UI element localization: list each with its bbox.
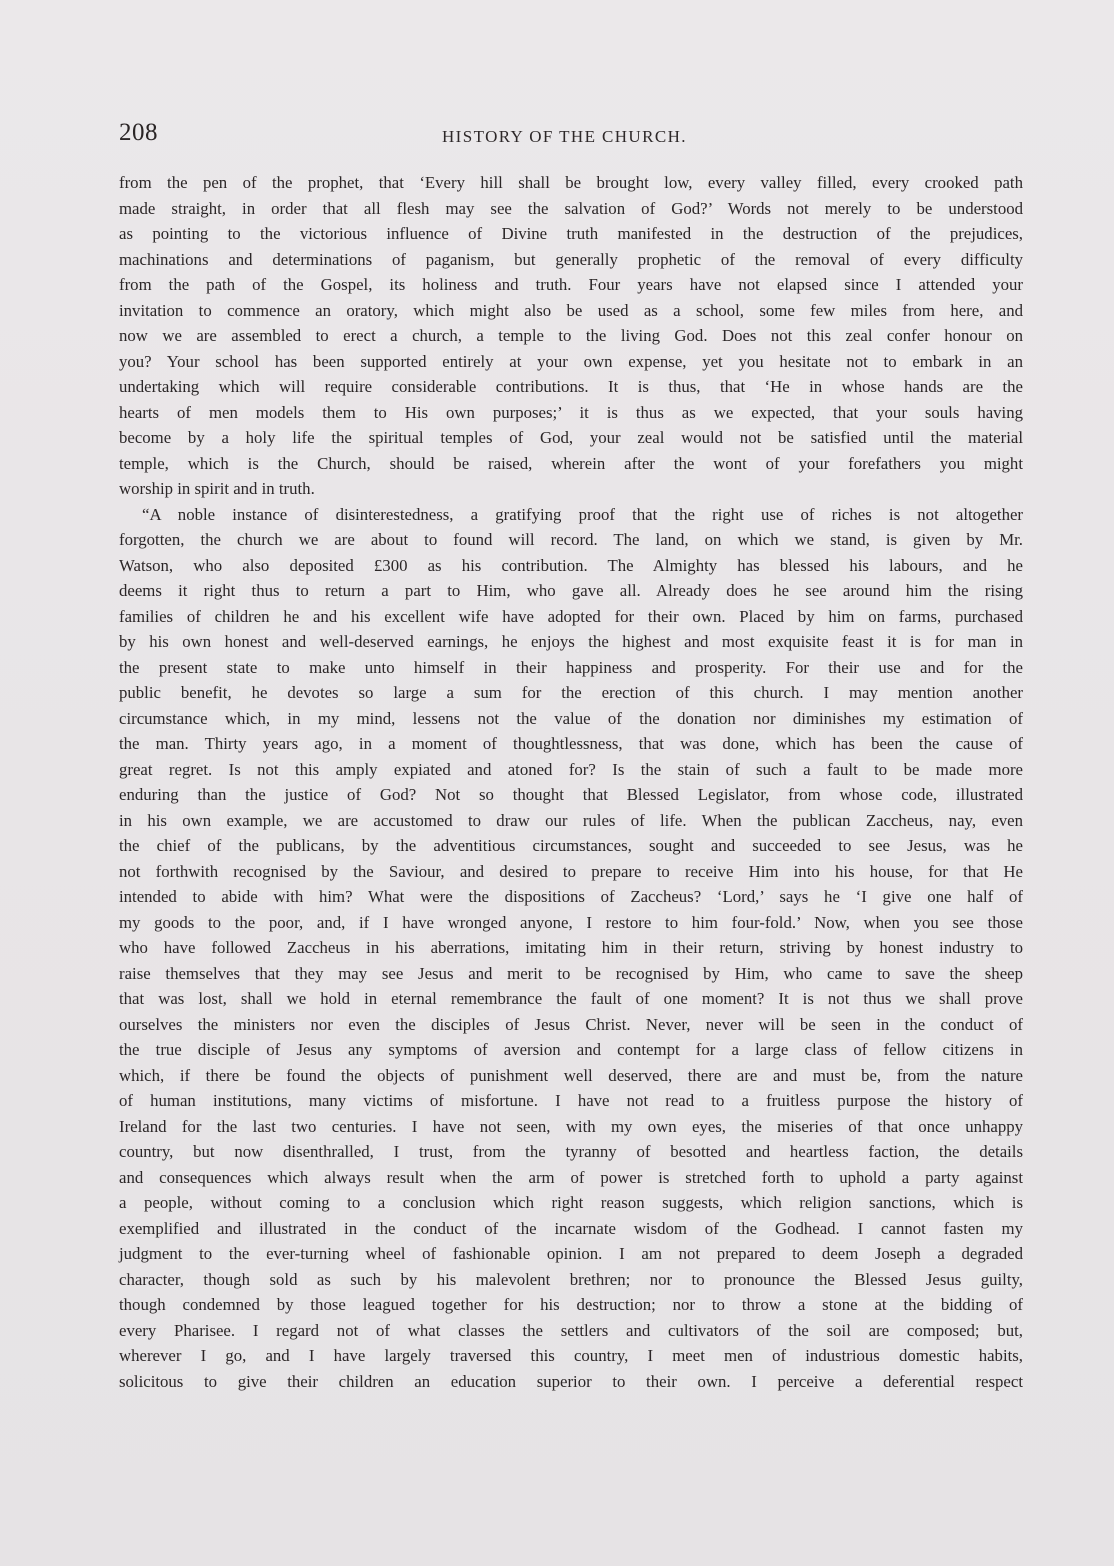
text-line: temple, which is the Church, should be raised, wherein after the wont of your forefathers you might <box>119 453 1023 473</box>
text-line: machinations and determinations of paganism, but generally prophetic of the removal of every difficulty <box>119 249 1023 269</box>
text-line: exemplified and illustrated in the conduct of the incarnate wisdom of the Godhead. I cannot fasten my <box>119 1218 1023 1238</box>
text-line: worship in spirit and in truth. <box>119 479 315 498</box>
text-line: circumstance which, in my mind, lessens not the value of the donation nor diminishes my estimation of <box>119 708 1023 728</box>
text-line: from the path of the Gospel, its holiness and truth. Four years have not elapsed since I attended your <box>119 275 1023 294</box>
text-line: families of children he and his excellent wife have adopted for their own. Placed by him on farms, purchased <box>119 606 1023 626</box>
text-line: a people, without coming to a conclusion which right reason suggests, which religion sanctions, which is <box>119 1193 1023 1212</box>
text-line: wherever I go, and I have largely traversed this country, I meet men of industrious domestic habits, <box>119 1346 1023 1365</box>
text-line: country, but now disenthralled, I trust, from the tyranny of besotted and heartless faction, the details <box>119 1142 1023 1161</box>
text-line: you? Your school has been supported entirely at your own expense, yet you hesitate not to embark in an <box>119 351 1023 371</box>
text-line: from the pen of the prophet, that ‘Every hill shall be brought low, every valley filled, every crooked path <box>119 173 1023 192</box>
text-line: every Pharisee. I regard not of what classes the settlers and cultivators of the soil are composed; but, <box>119 1320 1023 1340</box>
text-line: become by a holy life the spiritual temples of God, your zeal would not be satisfied until the material <box>119 428 1023 447</box>
text-line: hearts of men models them to His own purposes;’ it is thus as we expected, that your souls having <box>119 402 1023 422</box>
text-line: great regret. Is not this amply expiated and atoned for? Is the stain of such a fault to be made more <box>119 759 1023 779</box>
text-line: though condemned by those leagued together for his destruction; nor to throw a stone at the bidding of <box>119 1295 1023 1314</box>
text-line: not forthwith recognised by the Saviour, and desired to prepare to receive Him into his house, for that He <box>119 861 1023 881</box>
running-title: HISTORY OF THE CHURCH. <box>442 127 687 146</box>
text-line: of human institutions, many victims of misfortune. I have not read to a fruitless purpose the history of <box>119 1091 1023 1110</box>
text-line: the chief of the publicans, by the adventitious circumstances, sought and succeeded to see Jesus, was he <box>119 836 1023 855</box>
text-line: enduring than the justice of God? Not so thought that Blessed Legislator, from whose code, illustrated <box>119 785 1023 804</box>
text-line: by his own honest and well-deserved earnings, he enjoys the highest and most exquisite feast it is for man in <box>119 632 1023 651</box>
text-line: my goods to the poor, and, if I have wronged anyone, I restore to him four-fold.’ Now, when you see those <box>119 912 1023 932</box>
text-line: raise themselves that they may see Jesus and merit to be recognised by Him, who came to save the sheep <box>119 963 1023 983</box>
body-text <box>119 170 1023 1394</box>
page-number: 208 <box>119 119 158 146</box>
text-line: as pointing to the victorious influence of Divine truth manifested in the destruction of the prejudices, <box>119 224 1023 243</box>
text-line: ourselves the ministers nor even the disciples of Jesus Christ. Never, never will be seen in the conduct of <box>119 1014 1023 1034</box>
text-line: invitation to commence an oratory, which might also be used as a school, some few miles from here, and <box>119 300 1023 320</box>
text-line: who have followed Zaccheus in his aberrations, imitating him in their return, striving by honest industry to <box>119 938 1023 957</box>
text-line: solicitous to give their children an education superior to their own. I perceive a deferential respect <box>119 1371 1023 1391</box>
text-line: now we are assembled to erect a church, a temple to the living God. Does not this zeal confer honour on <box>119 326 1023 345</box>
text-line: “A noble instance of disinterestedness, a gratifying proof that the right use of riches is not altogether <box>142 504 1023 524</box>
text-line: the present state to make unto himself in their happiness and prosperity. For their use and for the <box>119 657 1023 677</box>
text-line: deems it right thus to return a part to Him, who gave all. Already does he see around him the rising <box>119 581 1023 600</box>
text-line: made straight, in order that all flesh may see the salvation of God?’ Words not merely to be understood <box>119 198 1023 218</box>
text-line: in his own example, we are accustomed to draw our rules of life. When the publican Zaccheus, nay, even <box>119 810 1023 830</box>
text-line: the man. Thirty years ago, in a moment of thoughtlessness, that was done, which has been the cause of <box>119 734 1023 753</box>
text-line: which, if there be found the objects of punishment well deserved, there are and must be, from the nature <box>119 1065 1023 1085</box>
text-line: character, though sold as such by his malevolent brethren; nor to pronounce the Blessed Jesus guilty, <box>119 1269 1023 1289</box>
text-line: forgotten, the church we are about to found will record. The land, on which we stand, is given by Mr. <box>119 530 1023 549</box>
text-line: Ireland for the last two centuries. I have not seen, with my own eyes, the miseries of that once unhappy <box>119 1116 1023 1136</box>
text-line: the true disciple of Jesus any symptoms of aversion and contempt for a large class of fellow citizens in <box>119 1040 1023 1059</box>
text-line: and consequences which always result when the arm of power is stretched forth to uphold a party against <box>119 1167 1023 1187</box>
text-line: that was lost, shall we hold in eternal remembrance the fault of one moment? It is not thus we shall prove <box>119 989 1023 1008</box>
text-line: undertaking which will require considerable contributions. It is thus, that ‘He in whose hands are the <box>119 377 1023 396</box>
text-line: judgment to the ever-turning wheel of fashionable opinion. I am not prepared to deem Joseph a degraded <box>119 1244 1023 1263</box>
text-line: intended to abide with him? What were the dispositions of Zaccheus? ‘Lord,’ says he ‘I give one half of <box>119 887 1023 906</box>
text-line: public benefit, he devotes so large a sum for the erection of this church. I may mention another <box>119 683 1023 702</box>
text-line: Watson, who also deposited £300 as his contribution. The Almighty has blessed his labours, and he <box>119 555 1023 575</box>
